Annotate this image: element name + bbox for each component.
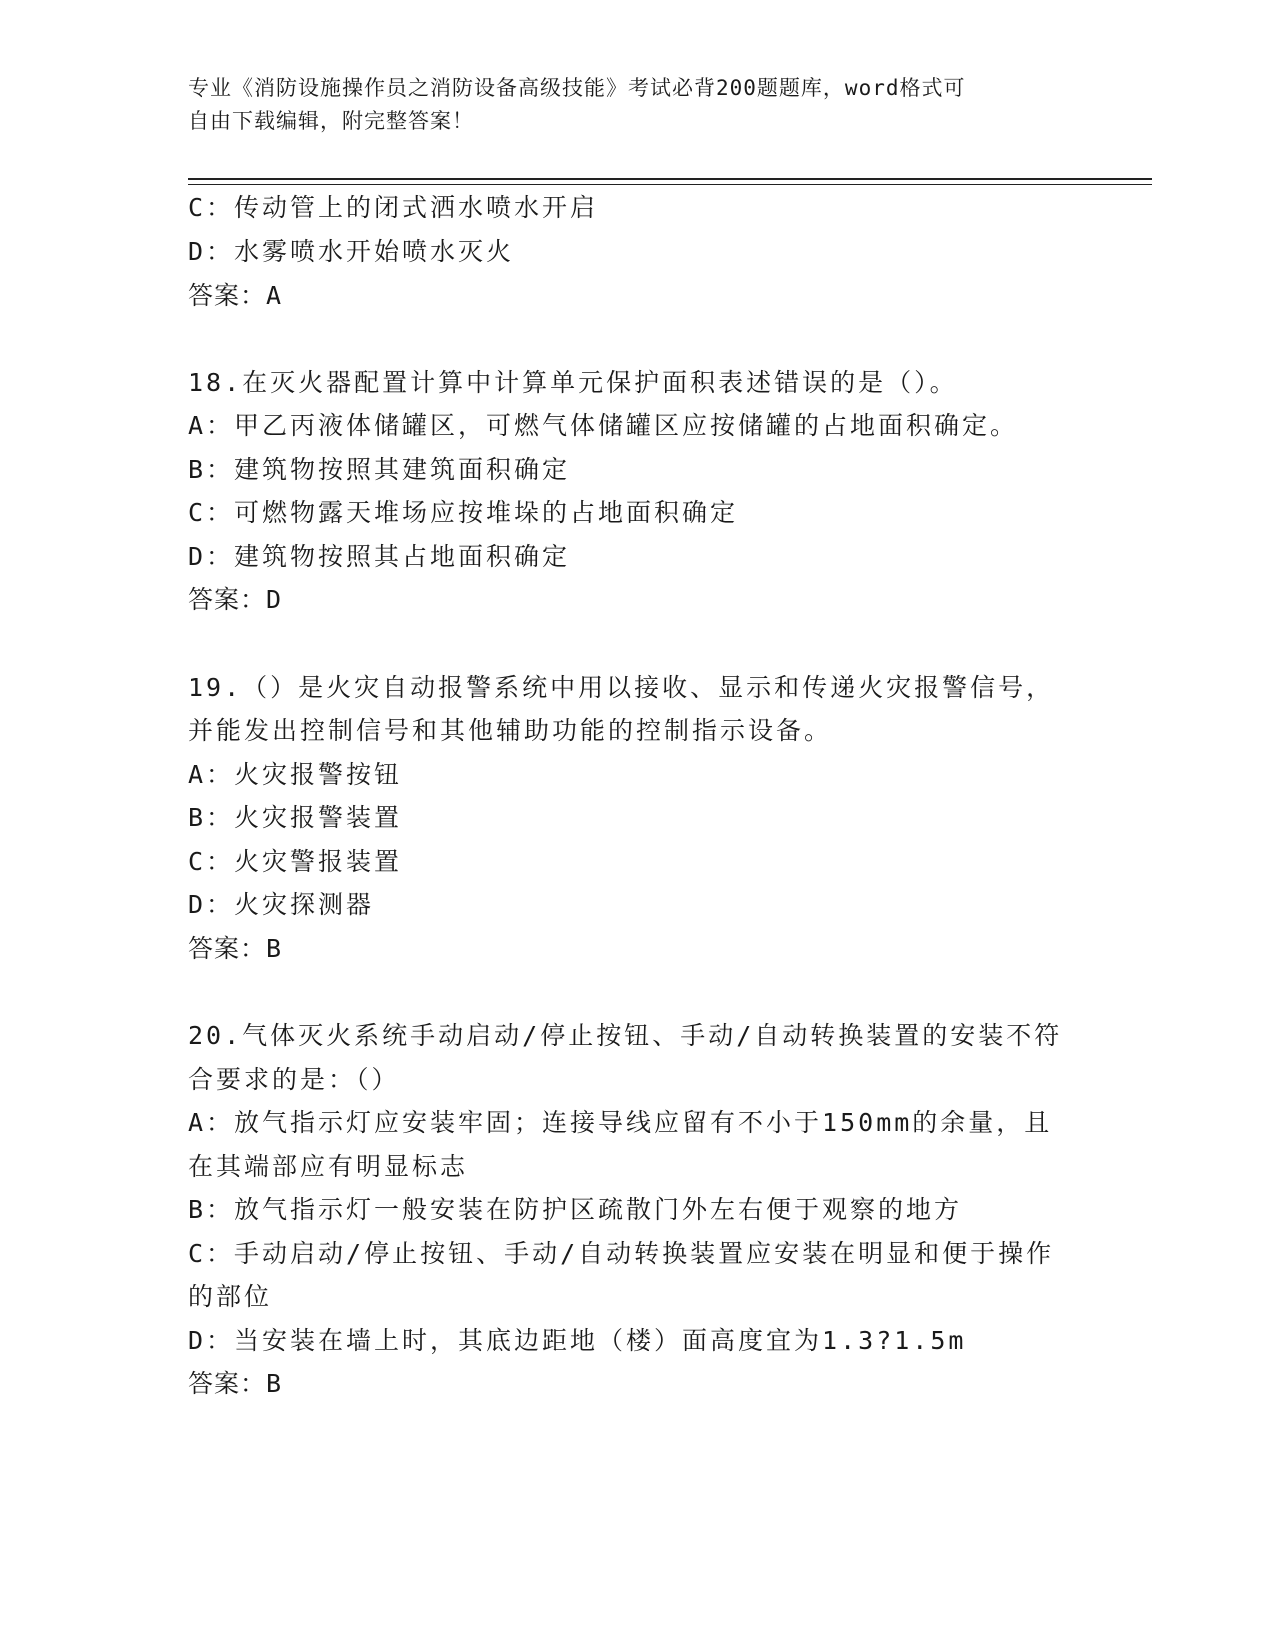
q18-stem: 18.在灭火器配置计算中计算单元保护面积表述错误的是（）。 [188,368,958,397]
q19-option-a: A：火灾报警按钮 [188,760,403,789]
q19-option-d: D：火灾探测器 [188,890,375,919]
header-line-1: 专业《消防设施操作员之消防设备高级技能》考试必背200题题库，word格式可 [188,76,966,100]
q20-stem-line-2: 合要求的是：（） [188,1065,400,1094]
document-header [188,72,1078,138]
q20-answer: 答案：B [188,1369,283,1398]
q19-answer: 答案：B [188,934,283,963]
q20-option-c-line-1: C：手动启动/停止按钮、手动/自动转换装置应安装在明显和便于操作 [188,1239,1055,1268]
q18-option-d: D：建筑物按照其占地面积确定 [188,542,571,571]
q18-option-b: B：建筑物按照其建筑面积确定 [188,455,571,484]
q17-option-d: D：水雾喷水开始喷水灭火 [188,237,515,266]
q20-option-a-line-1: A：放气指示灯应安装牢固；连接导线应留有不小于150mm的余量，且 [188,1108,1053,1137]
q18-option-c: C：可燃物露天堆场应按堆垛的占地面积确定 [188,498,739,527]
q19-option-c: C：火灾警报装置 [188,847,403,876]
q20-option-c-line-2: 的部位 [188,1282,273,1311]
q20-option-d: D：当安装在墙上时，其底边距地（楼）面高度宜为1.3?1.5m [188,1326,967,1355]
q19-stem-line-1: 19.（）是火灾自动报警系统中用以接收、显示和传递火灾报警信号， [188,673,1055,702]
header-divider-thick [188,178,1152,180]
q20-option-a-line-2: 在其端部应有明显标志 [188,1152,469,1181]
q18-option-a: A：甲乙丙液体储罐区，可燃气体储罐区应按储罐的占地面积确定。 [188,411,1019,440]
q20-stem-line-1: 20.气体灭火系统手动启动/停止按钮、手动/自动转换装置的安装不符 [188,1021,1063,1050]
header-line-2: 自由下载编辑，附完整答案！ [188,109,474,133]
q20-option-b: B：放气指示灯一般安装在防护区疏散门外左右便于观察的地方 [188,1195,963,1224]
q19-option-b: B：火灾报警装置 [188,803,403,832]
q19-stem-line-2: 并能发出控制信号和其他辅助功能的控制指示设备。 [188,716,833,745]
q17-option-c: C：传动管上的闭式洒水喷水开启 [188,193,599,222]
q17-answer: 答案：A [188,281,283,310]
header-divider-thin [188,184,1152,185]
q18-answer: 答案：D [188,585,283,614]
